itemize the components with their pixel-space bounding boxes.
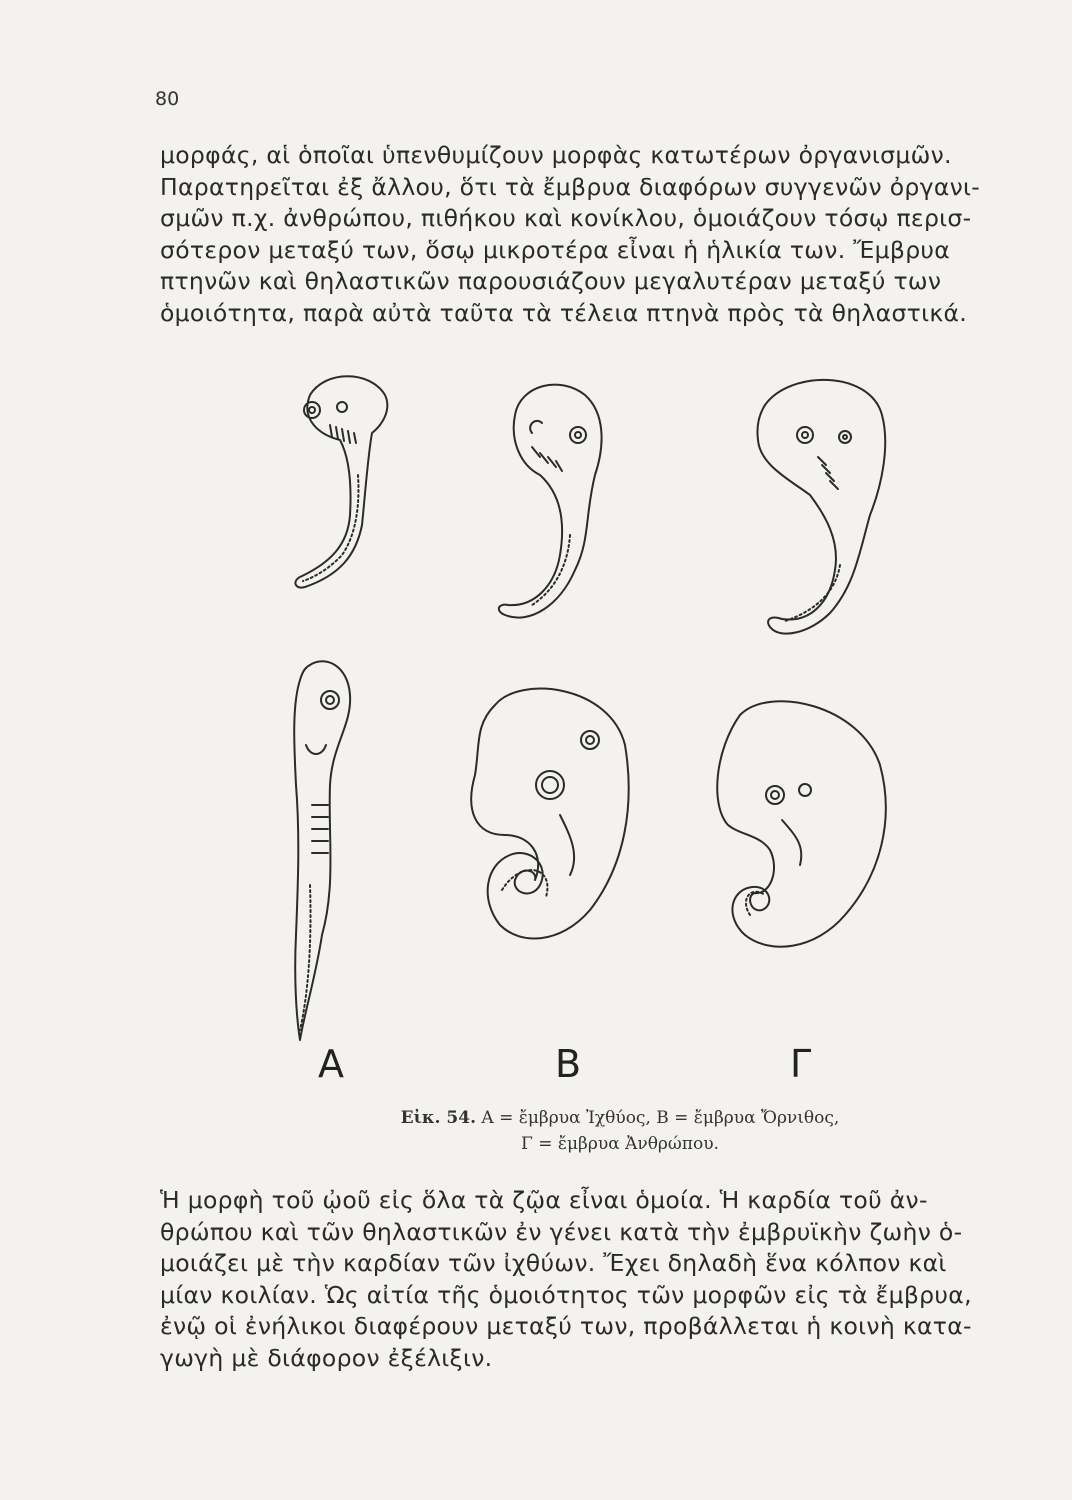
figure-caption xyxy=(340,1105,900,1157)
figure-letter-b: B xyxy=(555,1042,582,1086)
text-line: ἐνῷ οἱ ἐνήλικοι διαφέρουν μεταξύ των, προβάλλεται ἡ κοινὴ κατα- xyxy=(160,1312,972,1340)
text-line: μορφάς, αἱ ὁποῖαι ὑπενθυμίζουν μορφὰς κατωτέρων ὀργανισμῶν. xyxy=(160,141,952,169)
text-line: μοιάζει μὲ τὴν καρδίαν τῶν ἰχθύων. Ἔχει δηλαδὴ ἕνα κόλπον καὶ xyxy=(160,1249,947,1277)
text-line: Παρατηρεῖται ἐξ ἄλλου, ὅτι τὰ ἔμβρυα διαφόρων συγγενῶν ὀργανι- xyxy=(160,172,981,201)
text-line: σότερον μεταξύ των, ὅσῳ μικροτέρα εἶναι ἡ ἡλικία των. Ἔμβρυα xyxy=(160,235,951,264)
caption-label: Εἰκ. 54. xyxy=(400,1108,477,1128)
text-line: Ἡ μορφὴ τοῦ ᾠοῦ εἰς ὅλα τὰ ζῷα εἶναι ὁμοία. Ἡ καρδία τοῦ ἀν- xyxy=(160,1186,928,1214)
page-number: 80 xyxy=(155,88,180,110)
caption-line-2: Γ = ἔμβρυα Ἀνθρώπου. xyxy=(521,1134,719,1154)
text-line: μίαν κοιλίαν. Ὡς αἰτία τῆς ὁμοιότητος τῶν μορφῶν εἰς τὰ ἔμβρυα, xyxy=(160,1280,972,1309)
figure-letter-a: A xyxy=(318,1042,344,1086)
embryo-bird-late-drawing xyxy=(471,689,628,939)
text-line: ὁμοιότητα, παρὰ αὐτὰ ταῦτα τὰ τέλεια πτηνὰ πρὸς τὰ θηλαστικά. xyxy=(160,298,968,327)
embryo-human-late-drawing xyxy=(717,701,886,946)
text-line: γωγὴ μὲ διάφορον ἐξέλιξιν. xyxy=(160,1343,493,1372)
paragraph-top xyxy=(160,140,1030,329)
caption-line-1: Α = ἔμβρυα Ἰχθύος, Β = ἔμβρυα Ὄρνιθος, xyxy=(481,1108,840,1128)
paragraph-bottom xyxy=(160,1185,1030,1374)
embryo-human-early-drawing xyxy=(757,380,885,634)
figure-letter-g: Γ xyxy=(790,1042,812,1086)
embryo-fish-late-drawing xyxy=(294,661,350,1040)
embryo-figure xyxy=(270,365,950,1085)
embryo-bird-early-drawing xyxy=(499,385,602,618)
text-line: πτηνῶν καὶ θηλαστικῶν παρουσιάζουν μεγαλυτέραν μεταξύ των xyxy=(160,267,942,295)
text-line: θρώπου καὶ τῶν θηλαστικῶν ἐν γένει κατὰ τὴν ἐμβρυϊκὴν ζωὴν ὁ- xyxy=(160,1217,963,1246)
text-line: σμῶν π.χ. ἀνθρώπου, πιθήκου καὶ κονίκλου, ὁμοιάζουν τόσῳ περισ- xyxy=(160,204,972,232)
embryo-fish-early-drawing xyxy=(295,376,387,587)
